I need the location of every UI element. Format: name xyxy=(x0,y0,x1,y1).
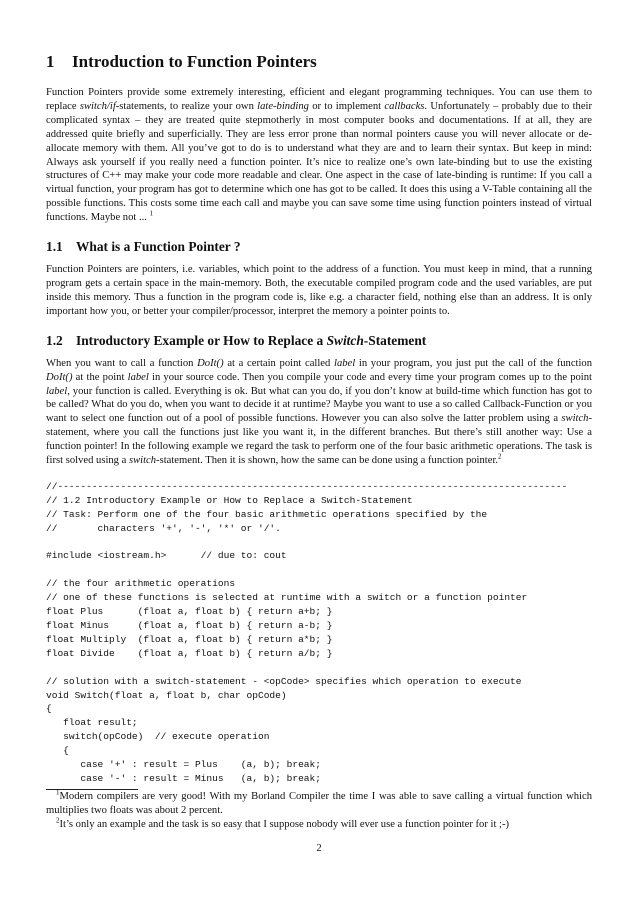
text-run: -statement. Then it is shown, how the same can be done using a function pointer. xyxy=(156,455,499,467)
subsection-number: 1.1 xyxy=(46,239,63,255)
section-heading xyxy=(46,52,592,72)
footnote-1 xyxy=(46,790,592,818)
text-run: Function Pointers provide some extremely interesting, efficient and elegant programming techniques. You can use them to replace xyxy=(46,87,592,112)
footnote-reference: 1 xyxy=(149,209,154,218)
page-number: 2 xyxy=(316,843,322,854)
emphasis-text: callbacks xyxy=(384,100,425,112)
text-run: at the point xyxy=(72,371,128,383)
footnote-2 xyxy=(46,818,592,832)
emphasis-text: DoIt() xyxy=(46,371,73,383)
code-listing: //----------------------------------------------------------------------------------------- // 1.2 Introductory Example or How to Replace a Switch-Statement // Task: Perform one of the four basic arithmetic operations specified by the // characters '+', '-', '*' or '/'. #include <iostream.h> // due to: cout // the four arithmetic operations // one of these functions is selected at runtime with a switch or a function pointer float Plus (float a, float b) { return a+b; } float Minus (float a, float b) { return a-b; } float Multiply (float a, float b) { return a*b; } float Divide (float a, float b) { return a/b; } // solution with a switch-statement - <opCode> specifies which operation to execute void Switch(float a, float b, char opCode) { float result; switch(opCode) // execute operation { case '+' : result = Plus (a, b); break; case '-' : result = Minus (a, b); break; xyxy=(46,480,568,784)
footnote-reference: 2 xyxy=(498,452,502,461)
emphasis-text: label xyxy=(46,385,68,397)
footnotes xyxy=(46,790,592,832)
subsection-heading-1-1 xyxy=(46,239,592,255)
function-pointer-definition-paragraph xyxy=(46,263,592,319)
section-title: Introduction to Function Pointers xyxy=(72,52,317,71)
text-run: in your program, you just put the call of the function xyxy=(355,357,592,369)
subsection-title: What is a Function Pointer ? xyxy=(76,239,241,255)
emphasis-text: label xyxy=(334,357,356,369)
text-run: -statements, to realize your own xyxy=(115,100,258,112)
text-run: When you want to call a function xyxy=(46,357,198,369)
text-run: in your source code. Then you compile your code and every time your program comes up to the point xyxy=(148,371,592,383)
intro-paragraph xyxy=(46,86,592,225)
emphasis-text: switch/if xyxy=(79,100,116,112)
emphasis-text: switch xyxy=(561,413,589,425)
footnote-mark: 1 xyxy=(56,788,60,797)
text-run: or to implement xyxy=(308,100,385,112)
subsection-title-emphasis: Switch xyxy=(326,332,364,348)
subsection-number: 1.2 xyxy=(46,332,63,348)
text-run: . Unfortunately – probably due to their complicated syntax – they are treated quite stepmotherly in most computer books and documentations. If at all, they are addressed quite briefly and superficially. They are less error prone than normal pointers cause you will never allocate or de-allocate memory with them. All you’ve got to do is to understand what they are and to learn their syntax. But keep in mind: Always ask yourself if you really need a function pointer. It’s nice to realize one’s own late-binding but to use the existing structures of C++ may make your code more readable and clear. One aspect in the case of late-binding is runtime: If you call a virtual function, your program has got to determine which one has got to be called. It does this using a V-Table containing all the possible functions. This costs some time each call and maybe you can save some time using function pointers instead of virtual functions. Maybe not ... xyxy=(46,100,592,224)
subsection-title-prefix: Introductory Example or How to Replace a xyxy=(76,332,327,348)
document-page xyxy=(46,52,592,786)
emphasis-text: switch xyxy=(128,455,157,467)
subsection-title-suffix: -Statement xyxy=(363,332,427,348)
footnote-text: Modern compilers are very good! With my Borland Compiler the time I was able to save calling a virtual function which multiplies two floats was about 2 percent. xyxy=(46,791,592,816)
text-run: at a certain point called xyxy=(223,357,334,369)
subsection-heading-1-2 xyxy=(46,333,592,349)
example-intro-paragraph xyxy=(46,357,592,468)
footnote-text: It’s only an example and the task is so easy that I suppose nobody will ever use a function pointer for it ;-) xyxy=(59,818,510,830)
text-run: -statement, where you call the functions just like you want it, in the different branches. But there’s still another way: Use a function pointer! In the following example we regard the task to perform one of the four basic arithmetic operations. The task is first solved using a xyxy=(46,413,592,467)
footnote-mark: 2 xyxy=(56,816,60,825)
emphasis-text: DoIt() xyxy=(197,357,224,369)
emphasis-text: late-binding xyxy=(257,100,309,112)
emphasis-text: label xyxy=(127,371,149,383)
section-number: 1 xyxy=(46,52,55,71)
text-run: Function Pointers are pointers, i.e. variables, which point to the address of a function. You must keep in mind, that a running program gets a certain space in the main-memory. Both, the executable compiled program code and the used variables, are put inside this memory. Thus a function in the program code is, like e.g. a character field, nothing else than an address. It is only important how you, or better your compiler/processor, interpret the memory a pointer points to. xyxy=(46,264,592,317)
text-run: , your function is called. Everything is ok. But what can you do, if you don’t know at build-time which function has got to be called? What do you do, when you want to decide it at runtime? Maybe you want to use a so called Callback-Function or you want to select one function out of a pool of possible functions. However you can also solve the latter problem using a xyxy=(46,385,592,425)
